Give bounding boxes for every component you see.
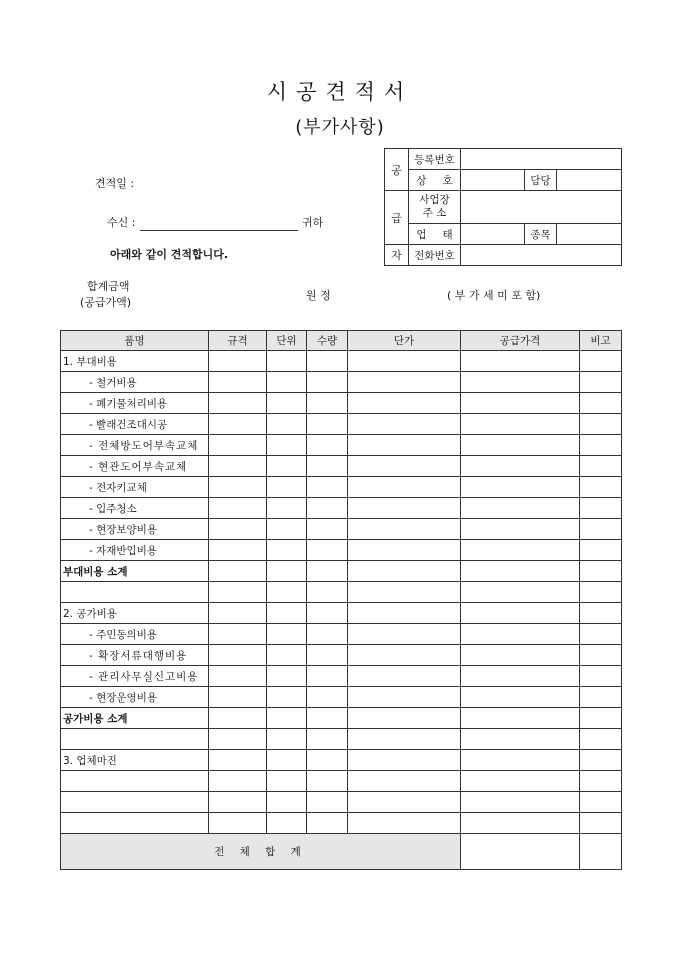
col-header-unit-price: 단가 — [348, 331, 461, 351]
table-row — [61, 708, 622, 729]
unit-cell[interactable] — [267, 708, 307, 729]
supply-price-cell[interactable] — [461, 603, 580, 624]
unit-cell[interactable] — [267, 687, 307, 708]
table-row — [61, 813, 622, 834]
table-row — [61, 519, 622, 540]
spec-cell[interactable] — [209, 540, 267, 561]
note-cell[interactable] — [580, 540, 622, 561]
item-name-cell[interactable] — [61, 729, 209, 750]
unit-price-cell[interactable] — [348, 498, 461, 519]
table-header-row — [61, 331, 622, 351]
note-cell[interactable] — [580, 561, 622, 582]
item-name-cell[interactable]: 1. 부대비용 — [61, 351, 209, 372]
recipient-line[interactable] — [140, 230, 298, 231]
unit-price-cell[interactable] — [348, 603, 461, 624]
document-title: 시공견적서 — [266, 80, 414, 104]
supply-price-cell[interactable] — [461, 414, 580, 435]
qty-cell[interactable] — [307, 540, 348, 561]
table-row — [61, 729, 622, 750]
manager-value[interactable] — [557, 170, 622, 191]
spec-cell[interactable] — [209, 603, 267, 624]
address-value[interactable] — [461, 191, 622, 224]
document-subtitle: (부가사항) — [295, 117, 385, 138]
unit-price-cell[interactable] — [348, 708, 461, 729]
unit-price-cell[interactable] — [348, 372, 461, 393]
unit-cell[interactable] — [267, 477, 307, 498]
note-cell[interactable] — [580, 624, 622, 645]
table-row — [61, 351, 622, 372]
supply-price-cell[interactable] — [461, 708, 580, 729]
qty-cell[interactable] — [307, 624, 348, 645]
estimate-table — [60, 330, 622, 870]
table-row — [61, 666, 622, 687]
col-header-note: 비고 — [580, 331, 622, 351]
category-value[interactable] — [557, 224, 622, 245]
item-name-cell[interactable]: 3. 업체마진 — [61, 750, 209, 771]
spec-cell[interactable] — [209, 624, 267, 645]
item-name-cell[interactable] — [61, 582, 209, 603]
note-cell[interactable] — [580, 456, 622, 477]
note-cell[interactable] — [580, 351, 622, 372]
unit-price-cell[interactable] — [348, 393, 461, 414]
grand-total-label: 전 체 합 계 — [61, 834, 461, 870]
company-value[interactable] — [461, 170, 525, 191]
spec-cell[interactable] — [209, 687, 267, 708]
supply-price-cell[interactable] — [461, 813, 580, 834]
item-name-cell[interactable]: - 현장운영비용 — [61, 687, 209, 708]
note-cell[interactable] — [580, 498, 622, 519]
address-label — [409, 191, 461, 224]
qty-cell[interactable] — [307, 771, 348, 792]
table-row — [61, 582, 622, 603]
table-row — [61, 498, 622, 519]
honorific: 귀하 — [302, 216, 324, 229]
item-name-cell[interactable]: - 전자키교체 — [61, 477, 209, 498]
business-value[interactable] — [461, 224, 525, 245]
qty-cell[interactable] — [307, 813, 348, 834]
unit-cell[interactable] — [267, 393, 307, 414]
spec-cell[interactable] — [209, 582, 267, 603]
table-row — [61, 645, 622, 666]
address-label-2: 주 소 — [422, 207, 447, 219]
item-name-cell[interactable]: - 관리사무실신고비용 — [61, 666, 209, 687]
item-name-cell[interactable]: - 확장서류대행비용 — [61, 645, 209, 666]
unit-cell[interactable] — [267, 603, 307, 624]
note-cell[interactable] — [580, 792, 622, 813]
supply-amount-label: (공급가액) — [80, 296, 132, 309]
company-label — [409, 170, 461, 191]
unit-cell[interactable] — [267, 351, 307, 372]
unit-price-cell[interactable] — [348, 729, 461, 750]
spec-cell[interactable] — [209, 498, 267, 519]
unit-price-cell[interactable] — [348, 519, 461, 540]
supply-price-cell[interactable] — [461, 624, 580, 645]
item-name-cell[interactable]: - 폐기물처리비용 — [61, 393, 209, 414]
supply-price-cell[interactable] — [461, 372, 580, 393]
supplier-side-label-1: 공 — [385, 149, 409, 191]
unit-cell[interactable] — [267, 666, 307, 687]
item-name-cell[interactable]: - 현장보양비용 — [61, 519, 209, 540]
table-row — [61, 561, 622, 582]
spec-cell[interactable] — [209, 645, 267, 666]
table-row — [61, 771, 622, 792]
supply-price-cell[interactable] — [461, 729, 580, 750]
category-label: 종목 — [525, 224, 557, 245]
phone-label: 전화번호 — [409, 245, 461, 266]
table-row — [61, 456, 622, 477]
date-label: 견적일 : — [95, 177, 135, 190]
spec-cell[interactable] — [209, 477, 267, 498]
unit-cell[interactable] — [267, 624, 307, 645]
item-name-cell[interactable] — [61, 792, 209, 813]
reg-no-label: 등록번호 — [409, 149, 461, 170]
qty-cell[interactable] — [307, 351, 348, 372]
item-name-cell[interactable]: 2. 공가비용 — [61, 603, 209, 624]
supply-price-cell[interactable] — [461, 393, 580, 414]
supply-price-cell[interactable] — [461, 477, 580, 498]
table-row — [61, 372, 622, 393]
unit-cell[interactable] — [267, 372, 307, 393]
grand-total-row — [61, 834, 622, 870]
greeting-text: 아래와 같이 견적합니다. — [110, 248, 229, 261]
unit-price-cell[interactable] — [348, 813, 461, 834]
spec-cell[interactable] — [209, 792, 267, 813]
col-header-supply-price: 공급가격 — [461, 331, 580, 351]
business-label-a: 업 — [416, 228, 427, 241]
table-row — [61, 540, 622, 561]
spec-cell[interactable] — [209, 435, 267, 456]
note-cell[interactable] — [580, 603, 622, 624]
spec-cell[interactable] — [209, 351, 267, 372]
spec-cell[interactable] — [209, 813, 267, 834]
note-cell[interactable] — [580, 687, 622, 708]
supply-price-cell[interactable] — [461, 540, 580, 561]
supply-price-cell[interactable] — [461, 750, 580, 771]
qty-cell[interactable] — [307, 456, 348, 477]
unit-cell[interactable] — [267, 750, 307, 771]
unit-price-cell[interactable] — [348, 582, 461, 603]
qty-cell[interactable] — [307, 477, 348, 498]
table-row — [61, 792, 622, 813]
vat-note: ( 부 가 세 미 포 함) — [447, 289, 541, 302]
note-cell[interactable] — [580, 519, 622, 540]
supply-price-cell[interactable] — [461, 498, 580, 519]
note-cell[interactable] — [580, 372, 622, 393]
unit-cell[interactable] — [267, 792, 307, 813]
item-name-cell[interactable]: 공가비용 소계 — [61, 708, 209, 729]
item-name-cell[interactable] — [61, 813, 209, 834]
qty-cell[interactable] — [307, 792, 348, 813]
table-row — [61, 393, 622, 414]
item-name-cell[interactable]: - 빨래건조대시공 — [61, 414, 209, 435]
col-header-unit: 단위 — [267, 331, 307, 351]
note-cell[interactable] — [580, 813, 622, 834]
unit-price-cell[interactable] — [348, 477, 461, 498]
phone-value[interactable] — [461, 245, 622, 266]
business-label — [409, 224, 461, 245]
currency-label: 원 정 — [306, 289, 331, 302]
unit-price-cell[interactable] — [348, 771, 461, 792]
unit-price-cell[interactable] — [348, 666, 461, 687]
qty-cell[interactable] — [307, 498, 348, 519]
company-label-b: 호 — [442, 174, 453, 187]
unit-price-cell[interactable] — [348, 645, 461, 666]
supply-price-cell[interactable] — [461, 582, 580, 603]
grand-total-value[interactable] — [461, 834, 580, 870]
unit-cell[interactable] — [267, 498, 307, 519]
qty-cell[interactable] — [307, 687, 348, 708]
unit-price-cell[interactable] — [348, 687, 461, 708]
qty-cell[interactable] — [307, 666, 348, 687]
spec-cell[interactable] — [209, 456, 267, 477]
unit-price-cell[interactable] — [348, 540, 461, 561]
item-name-cell[interactable]: - 자재반입비용 — [61, 540, 209, 561]
unit-price-cell[interactable] — [348, 456, 461, 477]
table-row — [61, 687, 622, 708]
note-cell[interactable] — [580, 393, 622, 414]
supply-price-cell[interactable] — [461, 351, 580, 372]
spec-cell[interactable] — [209, 666, 267, 687]
note-cell[interactable] — [580, 435, 622, 456]
unit-cell[interactable] — [267, 540, 307, 561]
supply-price-cell[interactable] — [461, 666, 580, 687]
unit-price-cell[interactable] — [348, 750, 461, 771]
qty-cell[interactable] — [307, 372, 348, 393]
item-name-cell[interactable]: - 전체방도어부속교체 — [61, 435, 209, 456]
item-name-cell[interactable]: - 입주청소 — [61, 498, 209, 519]
table-row — [61, 477, 622, 498]
item-name-cell[interactable]: - 주민동의비용 — [61, 624, 209, 645]
business-label-b: 태 — [442, 228, 453, 241]
supply-price-cell[interactable] — [461, 519, 580, 540]
supply-price-cell[interactable] — [461, 687, 580, 708]
supply-price-cell[interactable] — [461, 456, 580, 477]
table-row — [61, 750, 622, 771]
table-row — [61, 414, 622, 435]
qty-cell[interactable] — [307, 582, 348, 603]
note-cell[interactable] — [580, 477, 622, 498]
note-cell[interactable] — [580, 771, 622, 792]
unit-cell[interactable] — [267, 813, 307, 834]
note-cell[interactable] — [580, 750, 622, 771]
qty-cell[interactable] — [307, 414, 348, 435]
qty-cell[interactable] — [307, 750, 348, 771]
supplier-table — [384, 148, 622, 266]
grand-total-note[interactable] — [580, 834, 622, 870]
col-header-spec: 규격 — [209, 331, 267, 351]
unit-price-cell[interactable] — [348, 414, 461, 435]
col-header-qty: 수량 — [307, 331, 348, 351]
unit-cell[interactable] — [267, 561, 307, 582]
note-cell[interactable] — [580, 666, 622, 687]
supply-price-cell[interactable] — [461, 771, 580, 792]
unit-price-cell[interactable] — [348, 792, 461, 813]
table-row — [61, 435, 622, 456]
unit-price-cell[interactable] — [348, 435, 461, 456]
unit-cell[interactable] — [267, 729, 307, 750]
supply-price-cell[interactable] — [461, 561, 580, 582]
spec-cell[interactable] — [209, 750, 267, 771]
item-name-cell[interactable]: - 철거비용 — [61, 372, 209, 393]
total-amount-label: 합계금액 — [87, 280, 130, 293]
item-name-cell[interactable] — [61, 771, 209, 792]
reg-no-value[interactable] — [461, 149, 622, 170]
unit-price-cell[interactable] — [348, 351, 461, 372]
spec-cell[interactable] — [209, 729, 267, 750]
unit-cell[interactable] — [267, 435, 307, 456]
supply-price-cell[interactable] — [461, 435, 580, 456]
supply-price-cell[interactable] — [461, 792, 580, 813]
col-header-item: 품명 — [61, 331, 209, 351]
unit-price-cell[interactable] — [348, 561, 461, 582]
spec-cell[interactable] — [209, 414, 267, 435]
qty-cell[interactable] — [307, 561, 348, 582]
note-cell[interactable] — [580, 708, 622, 729]
item-name-cell[interactable]: - 현관도어부속교체 — [61, 456, 209, 477]
manager-label: 담당 — [525, 170, 557, 191]
note-cell[interactable] — [580, 582, 622, 603]
spec-cell[interactable] — [209, 393, 267, 414]
unit-cell[interactable] — [267, 771, 307, 792]
table-row — [61, 624, 622, 645]
unit-cell[interactable] — [267, 519, 307, 540]
unit-cell[interactable] — [267, 582, 307, 603]
qty-cell[interactable] — [307, 519, 348, 540]
qty-cell[interactable] — [307, 708, 348, 729]
company-label-a: 상 — [416, 174, 427, 187]
note-cell[interactable] — [580, 729, 622, 750]
spec-cell[interactable] — [209, 372, 267, 393]
recipient-label: 수신 : — [107, 216, 136, 229]
qty-cell[interactable] — [307, 603, 348, 624]
qty-cell[interactable] — [307, 729, 348, 750]
spec-cell[interactable] — [209, 708, 267, 729]
unit-cell[interactable] — [267, 456, 307, 477]
unit-cell[interactable] — [267, 414, 307, 435]
note-cell[interactable] — [580, 414, 622, 435]
qty-cell[interactable] — [307, 393, 348, 414]
item-name-cell[interactable]: 부대비용 소계 — [61, 561, 209, 582]
qty-cell[interactable] — [307, 645, 348, 666]
note-cell[interactable] — [580, 645, 622, 666]
spec-cell[interactable] — [209, 771, 267, 792]
table-row — [61, 603, 622, 624]
address-label-1: 사업장 — [419, 194, 450, 206]
unit-price-cell[interactable] — [348, 624, 461, 645]
qty-cell[interactable] — [307, 435, 348, 456]
unit-cell[interactable] — [267, 645, 307, 666]
spec-cell[interactable] — [209, 519, 267, 540]
supplier-side-label-3: 자 — [385, 245, 409, 266]
supplier-side-label-2: 급 — [385, 191, 409, 245]
spec-cell[interactable] — [209, 561, 267, 582]
supply-price-cell[interactable] — [461, 645, 580, 666]
